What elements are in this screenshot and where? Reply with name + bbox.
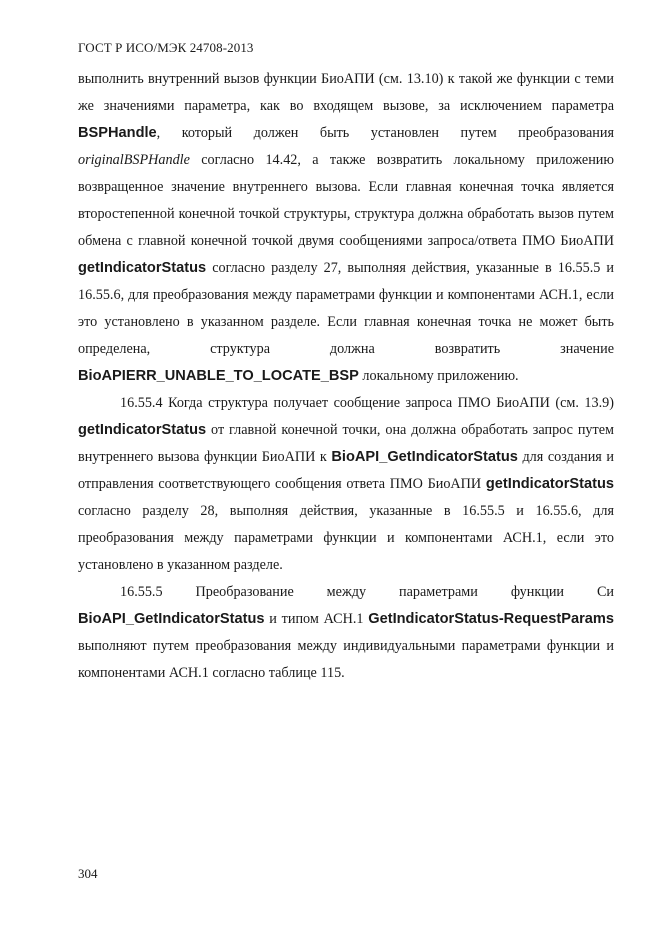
text-run: и типом АСН.1 [264,611,369,627]
italic-identifier: originalBSPHandle [78,152,190,168]
text-run: согласно разделу 28, выполняя действия, указанные в 16.55.5 и 16.55.6, для преобразования между параметрами функции и компонентами АСН.1, если это установлено в указанном разделе. [78,503,614,573]
text-run: от главной конечной точки, она должна обработать запрос путем внутреннего вызова функции БиоАПИ к [78,422,614,465]
paragraph [78,66,614,390]
body-text [78,66,614,687]
text-run: согласно разделу 27, выполняя действия, указанные в 16.55.5 и 16.55.6, для преобразования между параметрами функции и компонентами АСН.1, если это установлено в указанном разделе. Если главная конечная точка не может быть определена, структура должна возвратить значение [78,260,614,357]
code-identifier: GetIndicatorStatus-RequestParams [368,611,614,627]
text-run: выполняют путем преобразования между индивидуальными параметрами функции и компонентами АСН.1 согласно таблице 115. [78,638,614,681]
text-run: 16.55.5 Преобразование между параметрами функции Си [120,584,614,600]
code-identifier: getIndicatorStatus [485,476,614,492]
code-identifier: getIndicatorStatus [78,260,207,276]
code-identifier: BioAPI_GetIndicatorStatus [78,611,265,627]
text-run: локальному приложению. [358,368,519,384]
page-header: ГОСТ Р ИСО/МЭК 24708-2013 [78,40,254,55]
code-identifier: getIndicatorStatus [78,422,207,438]
code-identifier: BSPHandle [78,125,157,141]
page-number: 304 [78,866,98,881]
code-identifier: BioAPI_GetIndicatorStatus [331,449,518,465]
text-run: выполнить внутренний вызов функции БиоАПИ (см. 13.10) к такой же функции с теми же значениями параметра, как во входящем вызове, за исключением параметра [78,71,614,114]
code-identifier: BioAPIERR_UNABLE_TO_LOCATE_BSP [78,368,359,384]
paragraph [78,579,614,687]
paragraph [78,390,614,579]
text-run: , который должен быть установлен путем преобразования [156,125,614,141]
text-run: согласно 14.42, а также возвратить локальному приложению возвращенное значение внутреннего вызова. Если главная конечная точка является второстепенной конечной точкой структуры, структура должна обработать вызов путем обмена с главной конечной точкой двумя сообщениями запроса/ответа ПМО БиоАПИ [78,152,614,249]
text-run: для создания и отправления соответствующего сообщения ответа ПМО БиоАПИ [78,449,614,492]
text-run: 16.55.4 Когда структура получает сообщение запроса ПМО БиоАПИ (см. 13.9) [120,395,614,411]
